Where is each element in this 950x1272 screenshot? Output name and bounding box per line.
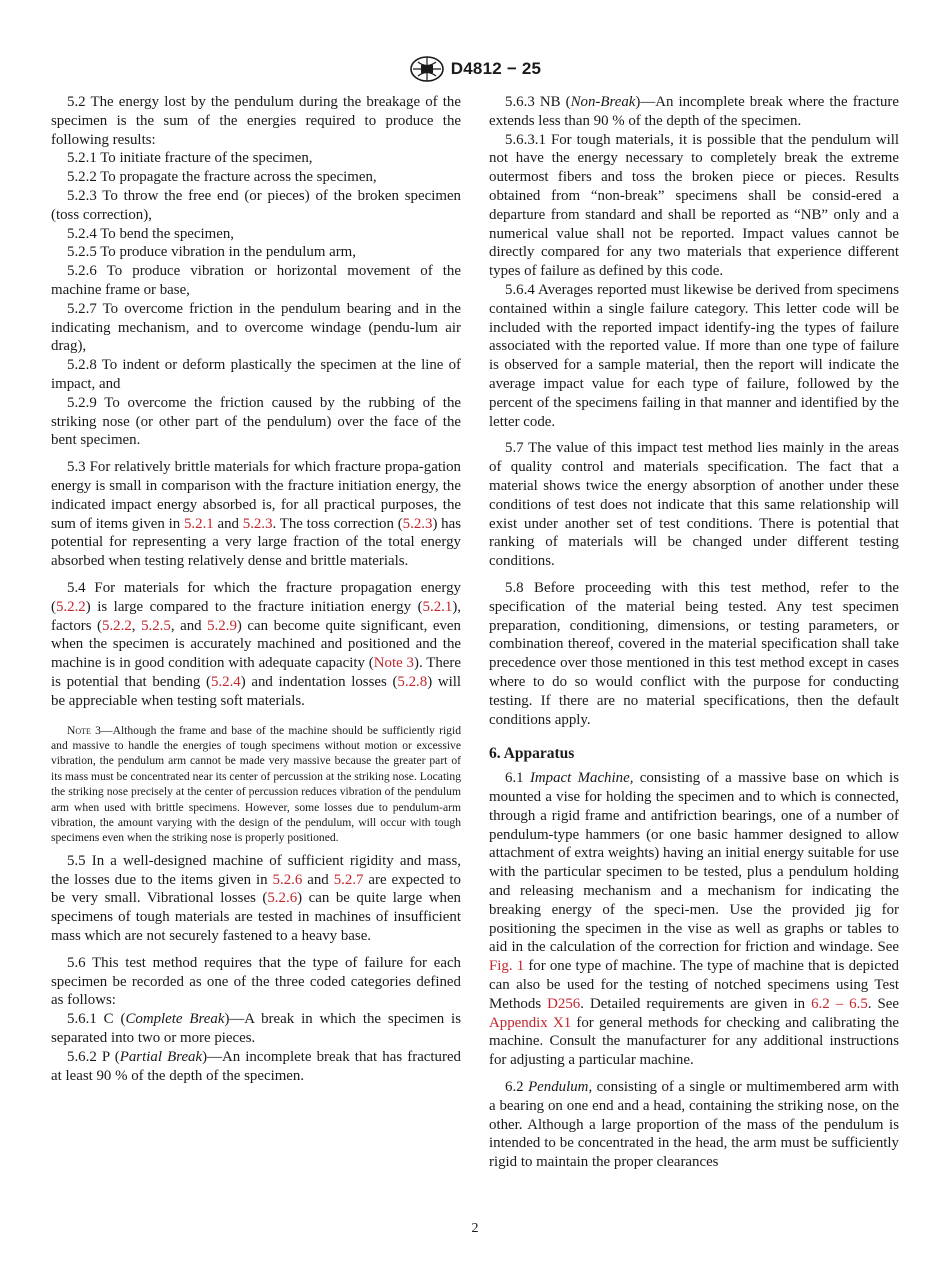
xref-fig-1[interactable]: Fig. 1	[489, 958, 525, 975]
xref-5-2-6[interactable]: 5.2.6	[272, 871, 303, 888]
page-number: 2	[471, 1221, 479, 1236]
paragraph-5-6-1: 5.6.1 C (Complete Break)—A break in which the specimen is separated into two or more pieces.	[51, 1011, 461, 1046]
xref-note-3[interactable]: Note 3	[373, 655, 414, 672]
xref-6-2-6-5[interactable]: 6.2 – 6.5	[811, 995, 868, 1012]
paragraph-6-1: 6.1 Impact Machine, consisting of a massive base on which is mounted a vise for holding the specimen and to which is connected, through a rigid frame and antifriction bearings, one of a number of pendulum-type hammers (or one basic hammer designed to allow attachment of extra weights) having an initial energy suitable for use with the particular specimen to be tested, plus a pendulum holding and releasing mechanism and a mechanism for indicating the breaking energy of the speci-men. Use the provided jig for positioning the specimen in the vise as well as graphs or tables to aid in the calculation of the correction for friction and windage. See Fig. 1 for one type of machine. The type of machine that is depicted can also be used for the testing of notched specimens using Test Methods D256. Detailed requirements are given in 6.2 – 6.5. See Appendix X1 for general methods for checking and calibrating the machine. Consult the manufacturer for any additional instructions for adjusting a particular machine.	[489, 770, 900, 1069]
xref-5-2-5[interactable]: 5.2.5	[141, 617, 171, 634]
paragraph-5-2-8: 5.2.8 To indent or deform plastically the specimen at the line of impact, and	[51, 357, 461, 392]
xref-5-2-4[interactable]: 5.2.4	[210, 673, 241, 690]
paragraph-5-2-3: 5.2.3 To throw the free end (or pieces) of the broken specimen (toss correction),	[51, 187, 461, 223]
paragraph-5-6-3-1: 5.6.3.1 For tough materials, it is possible that the pendulum will not have the energy necessary to completely break the extreme outermost fibers and toss the broken piece or pieces. Results obtained from “non-break” specimens shall be consid-ered a departure from standard and shall be reported as “NB” only and a numerical value shall not be reported. Impact values cannot be directly compared for any two materials that experience different types of failure as defined by this code.	[489, 131, 899, 280]
xref-5-2-3[interactable]: 5.2.3	[402, 515, 433, 532]
astm-logo-icon	[409, 54, 445, 84]
xref-appendix-x1[interactable]: Appendix X1	[489, 1014, 572, 1031]
xref-5-2-8[interactable]: 5.2.8	[397, 673, 428, 690]
paragraph-5-2-2: 5.2.2 To propagate the fracture across the specimen,	[67, 169, 377, 186]
note-3: Note 3—Although the frame and base of the machine should be sufficiently rigid and massive to handle the energies of tough specimens without motion or excessive vibration, the pendulum arm cannot be made very massive because the greater part of its mass must be concentrated near its center of percussion at the striking nose. Locating the striking nose precisely at the center of percussion reduces vibration of the pendulum arm when used with brittle specimens. However, some losses due to pendulum-arm vibration, the amount varying with the design of the pendulum, will occur with tough specimens even when the striking nose is properly positioned.	[51, 723, 461, 845]
xref-5-2-2[interactable]: 5.2.2	[102, 617, 132, 634]
paragraph-5-7: 5.7 The value of this impact test method lies mainly in the areas of quality control and materials specification. The fact that a material shows twice the energy absorption of another under these conditions of test does not indicate that this same relationship will exist under another set of test conditions. There is potential that ranking of materials will be changed under different testing conditions.	[489, 440, 899, 570]
paragraph-5-6-3: 5.6.3 NB (Non-Break)—An incomplete break where the fracture extends less than 90 % of the depth of the specimen.	[489, 94, 899, 129]
xref-5-2-7[interactable]: 5.2.7	[333, 871, 364, 888]
left-column	[51, 93, 461, 1085]
paragraph-5-3: 5.3 For relatively brittle materials for which fracture propa-gation energy is small in comparison with the fracture initiation energy, the indicated impact energy absorbed is, for all practical purposes, the sum of items given in 5.2.1 and 5.2.3. The toss correction (5.2.3) has potential for representing a very large fraction of the total energy absorbed when testing relatively dense and brittle materials.	[51, 459, 462, 570]
document-designation: D4812 − 25	[450, 59, 542, 78]
paragraph-6-2: 6.2 Pendulum, consisting of a single or multimembered arm with a bearing on one end and a head, containing the striking nose, on the other. Although a large proportion of the mass of the pendulum is intended to be concentrated in the head, the arm must be sufficiently rigid to maintain the proper clearances	[489, 1079, 899, 1171]
page-header	[0, 54, 950, 84]
paragraph-5-2-4: 5.2.4 To bend the specimen,	[67, 225, 234, 242]
paragraph-5-6-4: 5.6.4 Averages reported must likewise be derived from specimens contained within a single failure category. This letter code will be included with the reported impact identify-ing the types of failure associated with the reported value. If more than one type of failure is observed for a sample material, then the report will indicate the average impact value for each type of failure, followed by the percent of the specimens failing in that manner and identified by the letter code.	[489, 281, 899, 430]
xref-5-2-9[interactable]: 5.2.9	[207, 617, 237, 634]
paragraph-5-5: 5.5 In a well-designed machine of sufficient rigidity and mass, the losses due to the items given in 5.2.6 and 5.2.7 are expected to be very small. Vibrational losses (5.2.6) can be quite large when specimens of tough materials are tested in machines of insufficient mass which are not securely fastened to a heavy base.	[51, 852, 462, 944]
paragraph-5-6: 5.6 This test method requires that the type of failure for each specimen be recorded as one of the three coded categories defined as follows:	[51, 954, 461, 1009]
xref-5-2-1[interactable]: 5.2.1	[183, 515, 214, 532]
xref-5-2-3[interactable]: 5.2.3	[242, 515, 273, 532]
section-heading-apparatus: 6. Apparatus	[489, 745, 575, 763]
paragraph-5-2-9: 5.2.9 To overcome the friction caused by the rubbing of the striking nose (or other part of the pendulum) over the face of the bent specimen.	[51, 394, 461, 449]
paragraph-5-2-7: 5.2.7 To overcome friction in the pendulum bearing and in the indicating mechanism, and to overcome windage (pendu-lum air drag),	[51, 300, 461, 355]
paragraph-5-2-5: 5.2.5 To produce vibration in the pendulum arm,	[67, 244, 356, 261]
xref-5-2-6[interactable]: 5.2.6	[267, 890, 298, 907]
xref-5-2-2[interactable]: 5.2.2	[55, 598, 86, 615]
paragraph-5-2: 5.2 The energy lost by the pendulum during the breakage of the specimen is the sum of the energies required to produce the following results:	[51, 94, 461, 148]
xref-5-2-1[interactable]: 5.2.1	[422, 598, 453, 615]
paragraph-5-8: 5.8 Before proceeding with this test method, refer to the specification of the material being tested. Any test specimen preparation, conditioning, dimensions, or testing parameters, or combination thereof, covered in the material specification shall take precedence over those mentioned in this test method except in cases where to do so would conflict with the purpose for conducting testing. If there are no material specifications, then the default conditions apply.	[489, 579, 899, 728]
xref-d256[interactable]: D256	[547, 995, 581, 1012]
right-column	[489, 93, 899, 1172]
paragraph-5-2-6: 5.2.6 To produce vibration or horizontal movement of the machine frame or base,	[51, 263, 461, 298]
paragraph-5-2-1: 5.2.1 To initiate fracture of the specimen,	[67, 150, 313, 167]
paragraph-5-4: 5.4 For materials for which the fracture propagation energy (5.2.2) is large compared to the fracture initiation energy (5.2.1), factors (5.2.2, 5.2.5, and 5.2.9) can become quite significant, even when the specimen is accurately machined and positioned and the machine is in good condition with adequate capacity (Note 3). There is potential that bending (5.2.4) and indentation losses (5.2.8) will be appreciable when testing soft materials.	[51, 579, 461, 709]
paragraph-5-6-2: 5.6.2 P (Partial Break)—An incomplete break that has fractured at least 90 % of the depth of the specimen.	[51, 1048, 462, 1084]
